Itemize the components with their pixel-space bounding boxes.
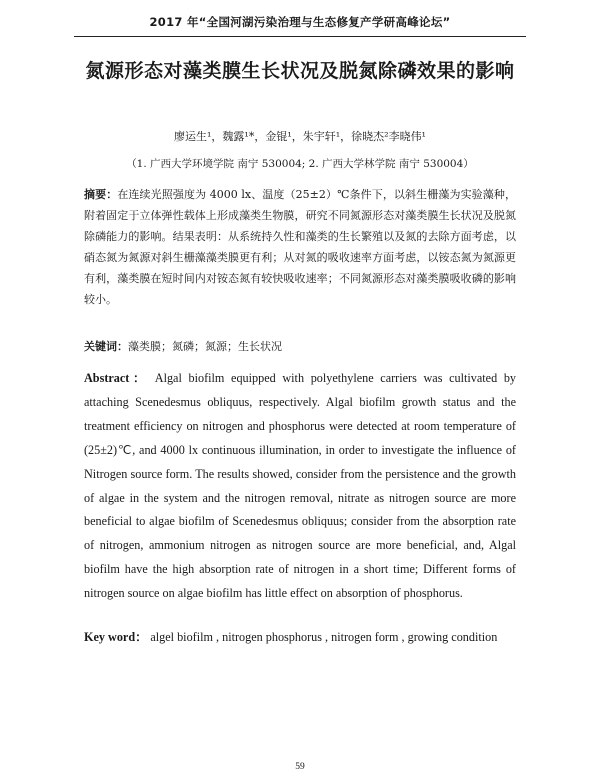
english-abstract [84, 367, 516, 606]
header-divider [74, 36, 526, 37]
chinese-keywords-text: 藻类膜；氮磷；氮源；生长状况 [128, 340, 282, 353]
english-abstract-text: Algal biofilm equipped with polyethylene carriers was cultivated by attaching Scenedesmus obliquus, respectively. Algal biofilm growth status and the treatment efficiency on nitrogen and phosphorus were detected at room temperature of (25±2)℃, and 4000 lx continuous illumination, in order to investigate the influence of Nitrogen source form. The results showed, consider from the persistence and the growth of algae in the system and the nitrogen removal, nitrate as nitrogen source are more beneficial to algae biofilm of Scenedesmus obliquus; consider from the absorption rate of nitrogen, ammonium nitrogen as nitrogen source are more beneficial, and, Algal biofilm have the high absorption rate of nitrogen in a short time; Different forms of nitrogen source on algae biofilm has little effect on absorption of phosphorus. [84, 371, 517, 601]
english-keywords [84, 626, 516, 649]
chinese-keywords-label: 关键词： [84, 340, 128, 353]
affiliations: （1. 广西大学环境学院 南宁 530004; 2. 广西大学林学院 南宁 530004） [126, 158, 474, 170]
article-title: 氮源形态对藻类膜生长状况及脱氮除磷效果的影响 [85, 60, 515, 82]
chinese-abstract-text: 在连续光照强度为 4000 lx、温度（25±2）℃条件下，以斜生栅藻为实验藻种，附着固定于立体弹性载体上形成藻类生物膜，研究不同氮源形态对藻类膜生长状况及脱氮除磷能力的影响。结果表明：从系统持久性和藻类的生长繁殖以及氮的去除方面考虑，以硝态氮为氮源对斜生栅藻藻类膜更有利；从对氮的吸收速率方面考虑，以铵态氮为氮源更有利，藻类膜在短时间内对铵态氮有较快吸收速率；不同氮源形态对藻类膜吸收磷的影响较小。 [84, 188, 516, 306]
english-keywords-text: algel biofilm , nitrogen phosphorus , nitrogen form , growing condition [150, 630, 498, 644]
running-header: 2017 年“全国河湖污染治理与生态修复产学研高峰论坛” [149, 15, 451, 29]
chinese-keywords [84, 336, 516, 357]
english-abstract-label: Abstract： [84, 371, 149, 385]
english-keywords-label: Key word： [84, 630, 148, 644]
page-number: 59 [295, 762, 305, 772]
chinese-abstract [84, 184, 516, 310]
author-list: 廖运生¹，魏露¹*，金锟¹，朱宇轩¹，徐晓杰²李晓伟¹ [174, 130, 426, 143]
chinese-abstract-label: 摘要： [84, 188, 118, 201]
